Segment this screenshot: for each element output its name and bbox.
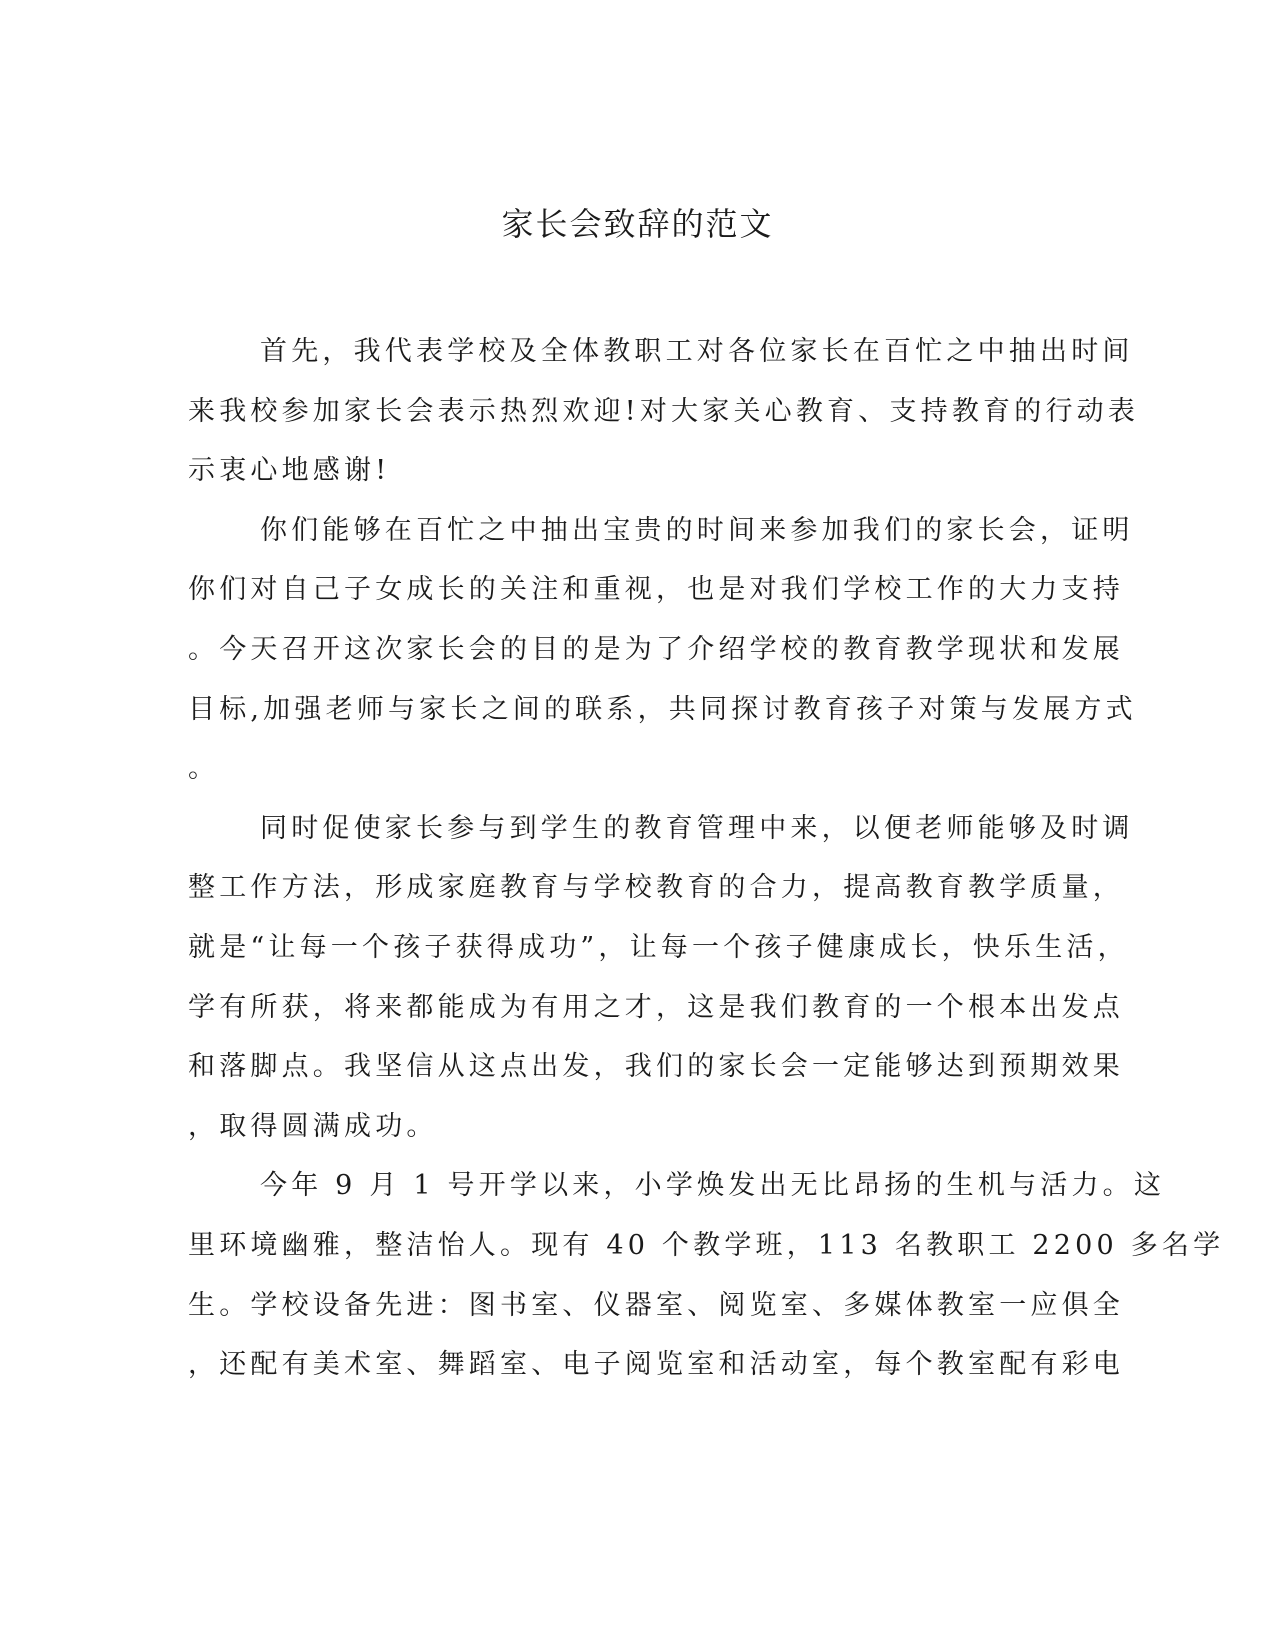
paragraph-1-line-1: 首先，我代表学校及全体教职工对各位家长在百忙之中抽出时间 <box>260 336 1134 367</box>
paragraph-2-line-2: 你们对自己子女成长的关注和重视，也是对我们学校工作的大力支持 <box>188 574 1124 606</box>
paragraph-1-line-3: 示衷心地感谢! <box>188 455 391 487</box>
paragraph-2-line-3: 。今天召开这次家长会的目的是为了介绍学校的教育教学现状和发展 <box>188 633 1124 665</box>
paragraph-4-line-1: 今年 9 月 1 号开学以来，小学焕发出无比昂扬的生机与活力。这 <box>260 1170 1166 1202</box>
paragraph-3-line-2: 整工作方法，形成家庭教育与学校教育的合力，提高教育教学质量， <box>188 872 1124 904</box>
document-body <box>188 322 1225 1395</box>
paragraph-1-line-2: 来我校参加家长会表示热烈欢迎!对大家关心教育、支持教育的行动表 <box>188 395 1140 427</box>
paragraph-3-line-4: 学有所获，将来都能成为有用之才，这是我们教育的一个根本出发点 <box>188 991 1124 1023</box>
paragraph-3-line-6: ，取得圆满成功。 <box>188 1110 438 1142</box>
paragraph-4-line-3: 生。学校设备先进：图书室、仪器室、阅览室、多媒体教室一应俱全 <box>188 1289 1124 1321</box>
paragraph-4-line-4: ，还配有美术室、舞蹈室、电子阅览室和活动室，每个教室配有彩电 <box>188 1349 1124 1381</box>
paragraph-2-line-1: 你们能够在百忙之中抽出宝贵的时间来参加我们的家长会，证明 <box>260 514 1134 546</box>
document-title: 家长会致辞的范文 <box>501 205 774 243</box>
paragraph-4-line-2: 里环境幽雅，整洁怡人。现有 40 个教学班，113 名教职工 2200 多名学 <box>188 1229 1225 1261</box>
paragraph-2-line-5: 。 <box>188 753 220 785</box>
paragraph-2-line-4: 目标,加强老师与家长之间的联系，共同探讨教育孩子对策与发展方式 <box>188 693 1137 725</box>
paragraph-3-line-1: 同时促使家长参与到学生的教育管理中来，以便老师能够及时调 <box>260 812 1134 844</box>
paragraph-3-line-3: 就是“让每一个孩子获得成功”，让每一个孩子健康成长，快乐生活， <box>188 931 1129 963</box>
paragraph-3-line-5: 和落脚点。我坚信从这点出发，我们的家长会一定能够达到预期效果 <box>188 1051 1124 1083</box>
